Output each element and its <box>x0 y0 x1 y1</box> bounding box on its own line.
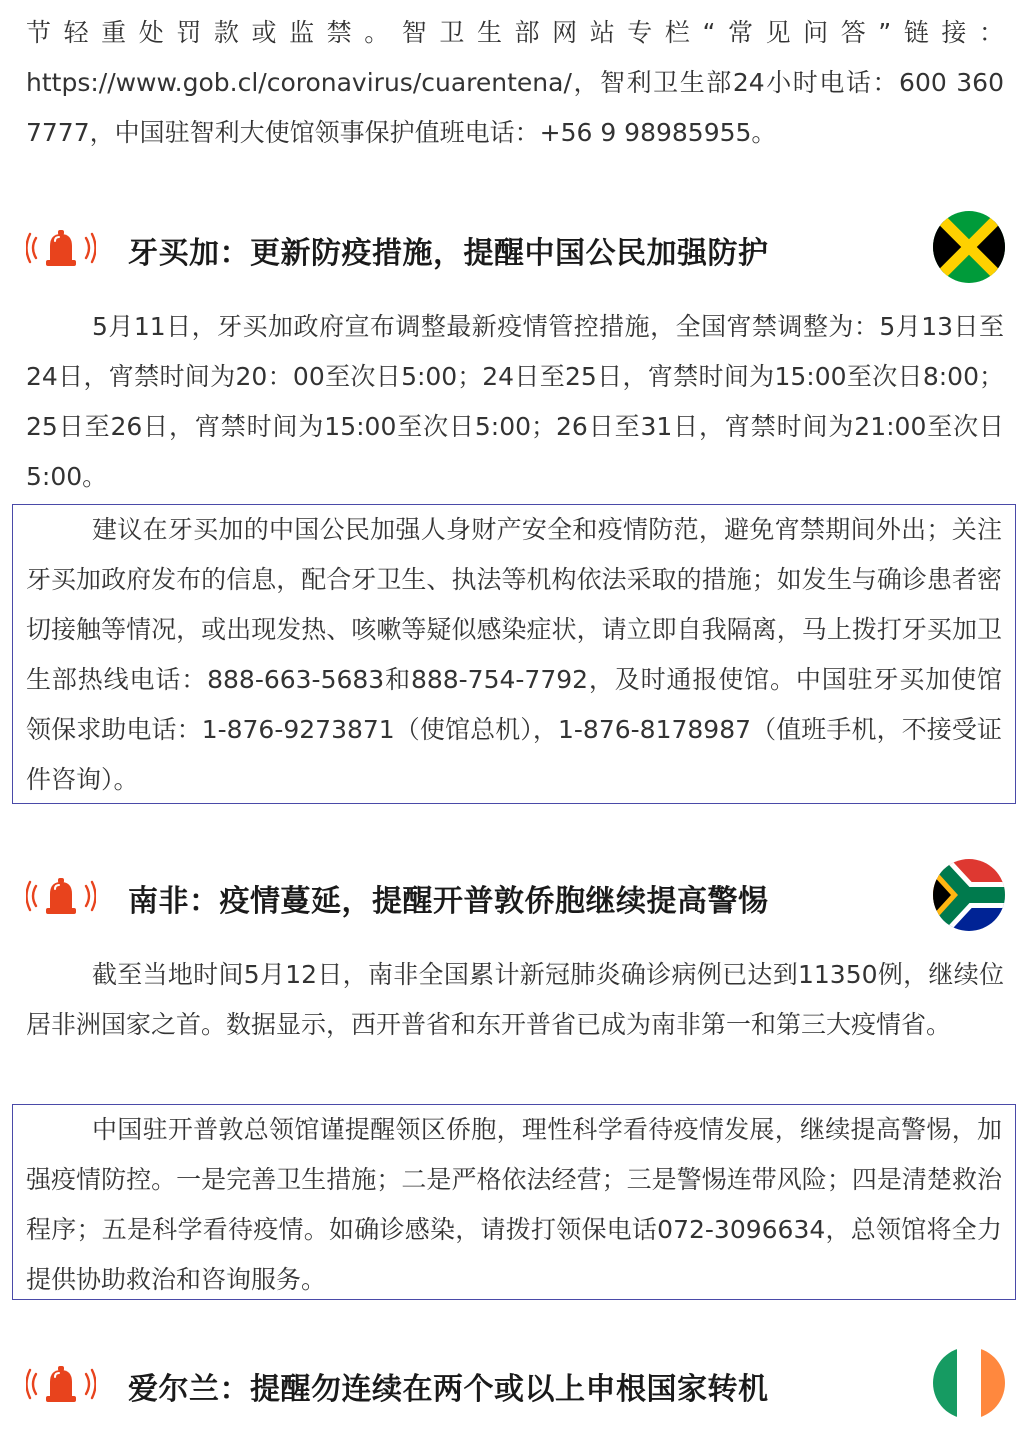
advisory-text: 中国驻开普敦总领馆谨提醒领区侨胞，理性科学看待疫情发展，继续提高警惕，加强疫情防控。一是完善卫生措施；二是严格依法经营；三是警惕连带风险；四是清楚救治程序；五是科学看待疫情。如确诊感染，请拨打领保电话072-3096634，总领馆将全力提供协助救治和咨询服务。 <box>26 1115 1002 1294</box>
advisory-box <box>12 504 1016 804</box>
section-heading-ireland <box>26 1346 1006 1426</box>
alarm-bell-icon <box>26 1362 96 1408</box>
alarm-bell-icon <box>26 226 96 272</box>
section-title: 南非：疫情蔓延，提醒开普敦侨胞继续提高警惕 <box>128 884 769 919</box>
section-heading-jamaica <box>26 210 1006 290</box>
section-title: 爱尔兰：提醒勿连续在两个或以上申根国家转机 <box>128 1372 769 1407</box>
section-title: 牙买加：更新防疫措施，提醒中国公民加强防护 <box>128 236 769 271</box>
advisory-box <box>12 1104 1016 1300</box>
advisory-text: 建议在牙买加的中国公民加强人身财产安全和疫情防范，避免宵禁期间外出；关注牙买加政府发布的信息，配合牙卫生、执法等机构依法采取的措施；如发生与确诊患者密切接触等情况，或出现发热、咳嗽等疑似感染症状，请立即自我隔离，马上拨打牙买加卫生部热线电话：888-663-5683和888-754-7792，及时通报使馆。中国驻牙买加使馆领保求助电话：1-876-9273871（使馆总机），1-876-8178987（值班手机，不接受证件咨询）。 <box>26 515 1002 794</box>
section-body: 5月11日，牙买加政府宣布调整最新疫情管控措施，全国宵禁调整为：5月13日至24日，宵禁时间为20：00至次日5:00；24日至25日，宵禁时间为15:00至次日8:00；25日至26日，宵禁时间为15:00至次日5:00；26日至31日，宵禁时间为21:00至次日5:00。 <box>26 312 1004 491</box>
section-heading-south-africa <box>26 858 1006 938</box>
ireland-flag-icon <box>932 1346 1006 1420</box>
south-africa-flag-icon <box>932 858 1006 932</box>
intro-paragraph: 节轻重处罚款或监禁。智卫生部网站专栏“常见问答”链接：https://www.gob.cl/coronavirus/cuarentena/，智利卫生部24小时电话：600 360 7777，中国驻智利大使馆领事保护值班电话：+56 9 98985955。 <box>26 18 1004 147</box>
jamaica-flag-icon <box>932 210 1006 284</box>
section-body: 截至当地时间5月12日，南非全国累计新冠肺炎确诊病例已达到11350例，继续位居非洲国家之首。数据显示，西开普省和东开普省已成为南非第一和第三大疫情省。 <box>26 960 1004 1039</box>
alarm-bell-icon <box>26 874 96 920</box>
